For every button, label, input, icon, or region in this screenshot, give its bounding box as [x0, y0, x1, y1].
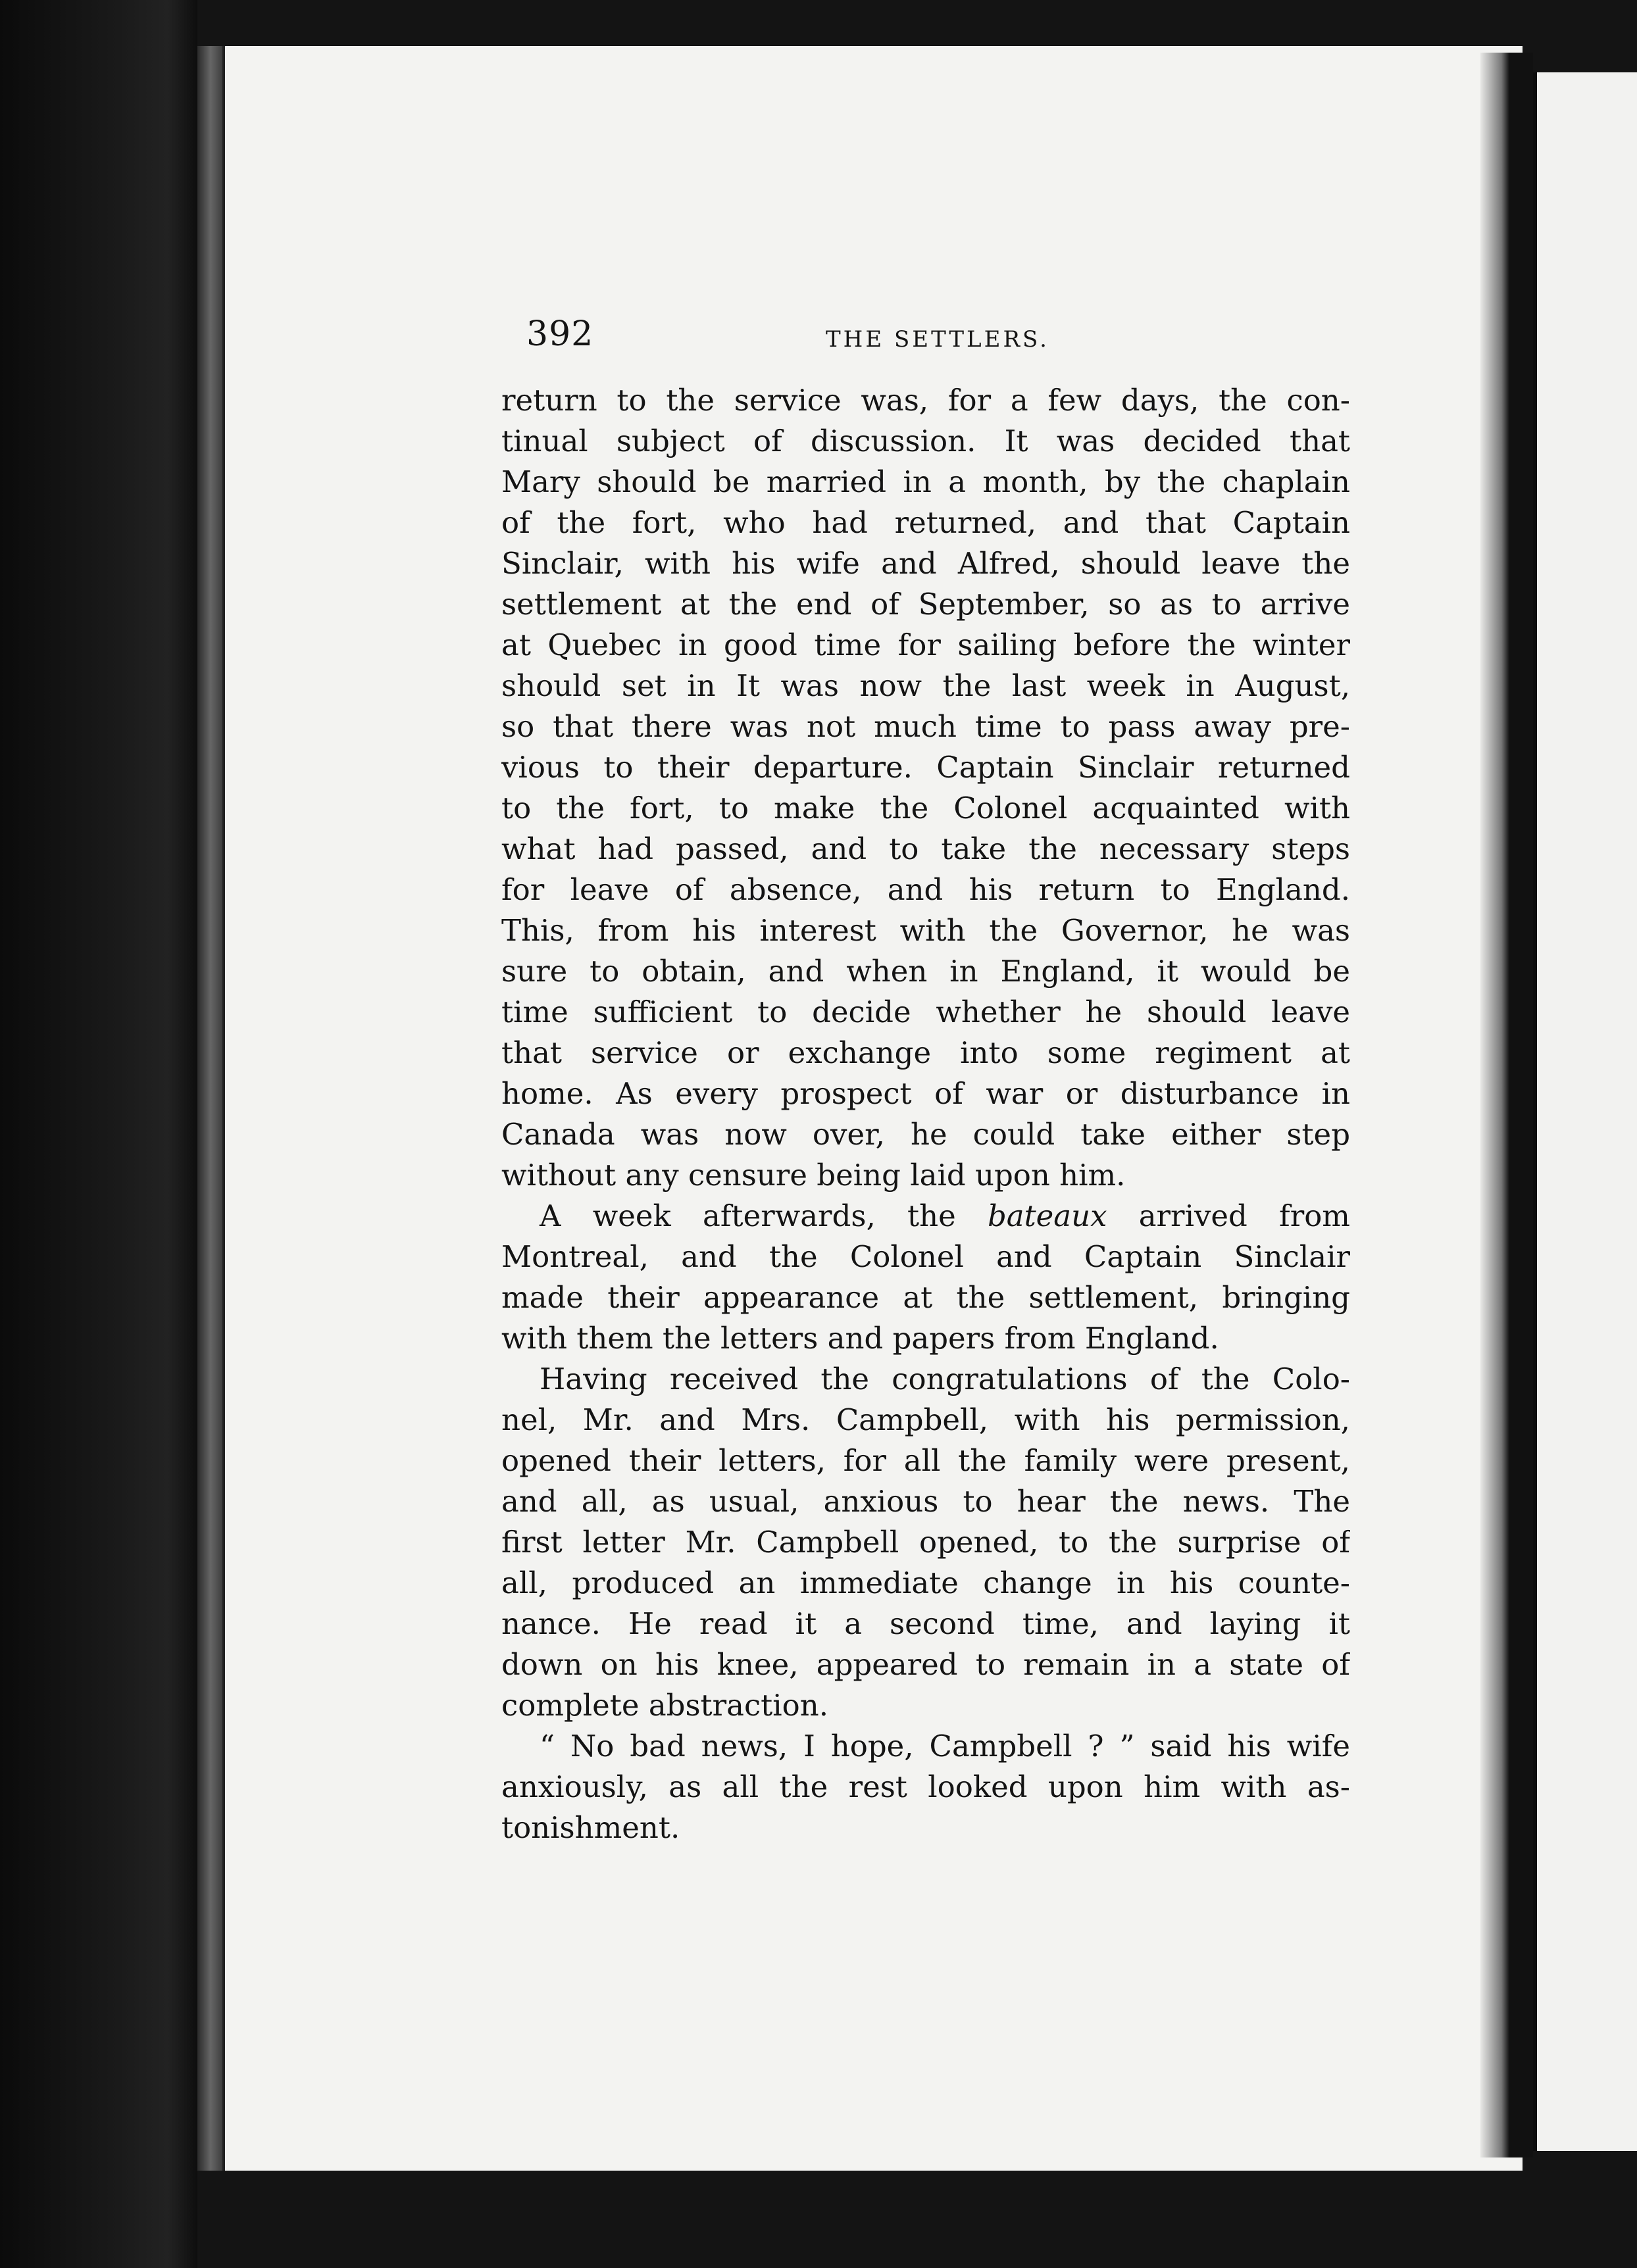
text-line: with them the letters and papers from England.	[501, 1321, 1219, 1356]
text-line: opened their letters, for all the family were present,	[501, 1443, 1350, 1478]
text-line: first letter Mr. Campbell opened, to the surprise of	[501, 1525, 1350, 1560]
text-line: vious to their departure. Captain Sinclair returned	[501, 750, 1350, 785]
text-line-with-italic	[501, 1196, 1350, 1237]
book-cover-spine	[0, 0, 197, 2268]
text-line: nance. He read it a second time, and laying it	[501, 1606, 1350, 1641]
text-line: so that there was not much time to pass away pre-	[501, 709, 1350, 744]
text-line: This, from his interest with the Governor, he was	[501, 913, 1350, 948]
text-line: Having received the congratulations of the Colo-	[540, 1362, 1350, 1396]
running-head: THE SETTLERS.	[826, 326, 1049, 353]
text-line: tinual subject of discussion. It was decided that	[501, 424, 1350, 458]
text-line: should set in It was now the last week in August,	[501, 668, 1350, 703]
italic-word: bateaux	[987, 1198, 1107, 1233]
text-line: without any censure being laid upon him.	[501, 1158, 1126, 1193]
text-line: what had passed, and to take the necessary steps	[501, 831, 1350, 866]
facing-page-edge	[1533, 72, 1637, 2151]
text-line: and all, as usual, anxious to hear the news. The	[501, 1484, 1350, 1519]
text-line: to the fort, to make the Colonel acquainted with	[501, 791, 1350, 826]
text-line: Canada was now over, he could take either step	[501, 1117, 1350, 1152]
text-line: down on his knee, appeared to remain in a state of	[501, 1647, 1350, 1682]
text-line: all, produced an immediate change in his counte-	[501, 1565, 1350, 1600]
text-line: home. As every prospect of war or disturbance in	[501, 1076, 1350, 1111]
text-segment: A week afterwards, the	[540, 1198, 956, 1233]
text-line: sure to obtain, and when in England, it would be	[501, 954, 1350, 989]
text-line: settlement at the end of September, so as to arrive	[501, 587, 1350, 622]
text-line: anxiously, as all the rest looked upon him with as-	[501, 1769, 1350, 1804]
text-line: tonishment.	[501, 1810, 680, 1845]
text-line: that service or exchange into some regiment at	[501, 1035, 1350, 1070]
text-segment: arrived from	[1138, 1198, 1350, 1233]
page-header	[526, 314, 1355, 360]
body-text	[501, 380, 1350, 1848]
page-gutter	[1480, 53, 1533, 2157]
text-line: nel, Mr. and Mrs. Campbell, with his permission,	[501, 1402, 1350, 1437]
text-line: Montreal, and the Colonel and Captain Sinclair	[501, 1239, 1350, 1274]
text-line: at Quebec in good time for sailing before the winter	[501, 628, 1350, 662]
text-line: of the fort, who had returned, and that Captain	[501, 505, 1350, 540]
text-line: time sufficient to decide whether he should leave	[501, 995, 1350, 1029]
page-number: 392	[526, 314, 594, 354]
text-line: Sinclair, with his wife and Alfred, should leave the	[501, 546, 1350, 581]
text-line: complete abstraction.	[501, 1688, 829, 1723]
text-line: return to the service was, for a few days, the con-	[501, 383, 1350, 418]
text-line: made their appearance at the settlement, bringing	[501, 1280, 1350, 1315]
page-edge	[197, 46, 224, 2171]
text-line: “ No bad news, I hope, Campbell ? ” said his wife	[540, 1729, 1350, 1763]
text-line: for leave of absence, and his return to England.	[501, 872, 1350, 907]
text-line: Mary should be married in a month, by the chaplain	[501, 464, 1350, 499]
